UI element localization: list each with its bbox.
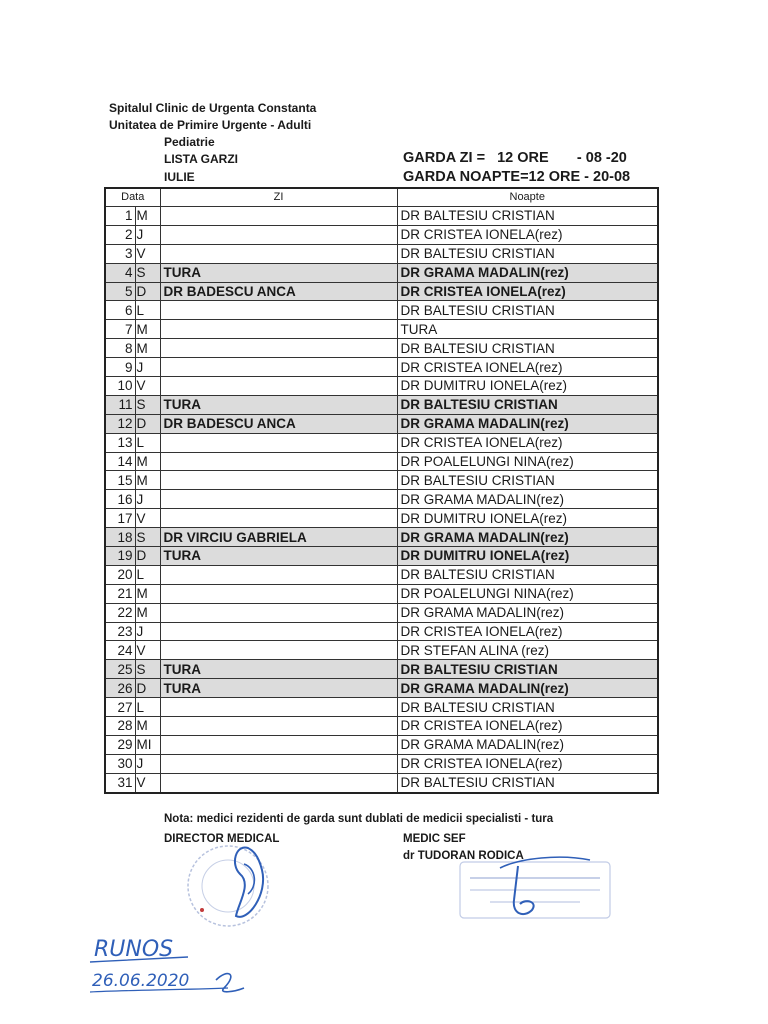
table-row: [105, 282, 658, 301]
night-shift-cell: DR POALELUNGI NINA(rez): [397, 452, 658, 471]
night-shift-cell: DR STEFAN ALINA (rez): [397, 641, 658, 660]
night-shift-cell: DR BALTESIU CRISTIAN: [397, 301, 658, 320]
day-shift-cell: [160, 225, 397, 244]
night-shift-cell: DR BALTESIU CRISTIAN: [397, 698, 658, 717]
night-shift-cell: DR BALTESIU CRISTIAN: [397, 565, 658, 584]
table-row: [105, 358, 658, 377]
day-shift-cell: [160, 377, 397, 396]
weekday-cell: J: [135, 358, 160, 377]
day-shift-cell: [160, 754, 397, 773]
night-shift-cell: DR GRAMA MADALIN(rez): [397, 735, 658, 754]
roster-table: [104, 187, 659, 794]
weekday-cell: V: [135, 377, 160, 396]
table-row: [105, 773, 658, 792]
day-shift-cell: [160, 735, 397, 754]
night-shift-cell: DR CRISTEA IONELA(rez): [397, 622, 658, 641]
day-shift-cell: TURA: [160, 395, 397, 414]
handwritten-word: RUNOS: [94, 937, 174, 962]
column-header-day: ZI: [160, 188, 397, 207]
day-number-cell: 13: [105, 433, 135, 452]
night-shift-cell: DR BALTESIU CRISTIAN: [397, 773, 658, 792]
weekday-cell: D: [135, 282, 160, 301]
table-row: [105, 641, 658, 660]
chief-label: MEDIC SEF: [403, 833, 466, 845]
table-row: [105, 433, 658, 452]
director-label: DIRECTOR MEDICAL: [164, 833, 280, 845]
day-number-cell: 25: [105, 660, 135, 679]
day-shift-cell: [160, 339, 397, 358]
day-number-cell: 15: [105, 471, 135, 490]
weekday-cell: S: [135, 528, 160, 547]
weekday-cell: M: [135, 207, 160, 226]
handwritten-note-icon: [88, 930, 258, 1005]
weekday-cell: M: [135, 471, 160, 490]
table-row: [105, 452, 658, 471]
day-shift-cell: DR VIRCIU GABRIELA: [160, 528, 397, 547]
night-shift-cell: DR BALTESIU CRISTIAN: [397, 244, 658, 263]
table-row: [105, 471, 658, 490]
night-shift-cell: DR DUMITRU IONELA(rez): [397, 377, 658, 396]
table-row: [105, 584, 658, 603]
day-shift-cell: [160, 717, 397, 736]
table-row: [105, 414, 658, 433]
night-shift-cell: DR CRISTEA IONELA(rez): [397, 358, 658, 377]
weekday-cell: V: [135, 641, 160, 660]
day-shift-info: GARDA ZI = 12 ORE - 08 -20: [403, 150, 627, 166]
day-shift-cell: [160, 622, 397, 641]
weekday-cell: M: [135, 584, 160, 603]
night-shift-cell: DR BALTESIU CRISTIAN: [397, 471, 658, 490]
table-row: [105, 244, 658, 263]
day-number-cell: 20: [105, 565, 135, 584]
day-number-cell: 19: [105, 547, 135, 566]
day-shift-cell: [160, 565, 397, 584]
day-number-cell: 31: [105, 773, 135, 792]
night-shift-cell: DR GRAMA MADALIN(rez): [397, 679, 658, 698]
month-label: IULIE: [164, 170, 195, 184]
day-shift-cell: [160, 358, 397, 377]
day-number-cell: 16: [105, 490, 135, 509]
day-number-cell: 2: [105, 225, 135, 244]
weekday-cell: J: [135, 225, 160, 244]
night-shift-cell: DR CRISTEA IONELA(rez): [397, 433, 658, 452]
weekday-cell: S: [135, 263, 160, 282]
table-row: [105, 490, 658, 509]
day-number-cell: 22: [105, 603, 135, 622]
weekday-cell: M: [135, 452, 160, 471]
night-shift-cell: DR DUMITRU IONELA(rez): [397, 547, 658, 566]
day-shift-cell: [160, 641, 397, 660]
night-shift-cell: DR GRAMA MADALIN(rez): [397, 528, 658, 547]
table-row: [105, 754, 658, 773]
day-number-cell: 27: [105, 698, 135, 717]
weekday-cell: L: [135, 301, 160, 320]
day-shift-cell: [160, 773, 397, 792]
day-number-cell: 23: [105, 622, 135, 641]
table-row: [105, 395, 658, 414]
weekday-cell: L: [135, 698, 160, 717]
table-row: [105, 565, 658, 584]
day-shift-cell: DR BADESCU ANCA: [160, 282, 397, 301]
table-row: [105, 207, 658, 226]
day-shift-cell: [160, 584, 397, 603]
day-number-cell: 26: [105, 679, 135, 698]
day-number-cell: 28: [105, 717, 135, 736]
night-shift-cell: DR GRAMA MADALIN(rez): [397, 490, 658, 509]
weekday-cell: J: [135, 754, 160, 773]
table-row: [105, 735, 658, 754]
table-row: [105, 717, 658, 736]
day-shift-cell: TURA: [160, 263, 397, 282]
night-shift-cell: DR GRAMA MADALIN(rez): [397, 603, 658, 622]
weekday-cell: S: [135, 395, 160, 414]
table-row: [105, 301, 658, 320]
weekday-cell: D: [135, 679, 160, 698]
day-number-cell: 9: [105, 358, 135, 377]
weekday-cell: L: [135, 433, 160, 452]
day-number-cell: 12: [105, 414, 135, 433]
night-shift-cell: DR GRAMA MADALIN(rez): [397, 263, 658, 282]
day-number-cell: 8: [105, 339, 135, 358]
day-number-cell: 1: [105, 207, 135, 226]
weekday-cell: J: [135, 622, 160, 641]
day-number-cell: 18: [105, 528, 135, 547]
table-row: [105, 509, 658, 528]
department-name: Pediatrie: [164, 135, 215, 149]
director-stamp-icon: [178, 834, 288, 934]
unit-name: Unitatea de Primire Urgente - Adulti: [109, 118, 312, 132]
day-shift-cell: [160, 698, 397, 717]
weekday-cell: MI: [135, 735, 160, 754]
day-shift-cell: [160, 244, 397, 263]
day-shift-cell: [160, 603, 397, 622]
day-shift-cell: [160, 433, 397, 452]
day-number-cell: 6: [105, 301, 135, 320]
chief-stamp-icon: [440, 848, 620, 928]
day-number-cell: 3: [105, 244, 135, 263]
night-shift-info: GARDA NOAPTE=12 ORE - 20-08: [403, 169, 631, 185]
day-shift-cell: TURA: [160, 660, 397, 679]
night-shift-cell: DR BALTESIU CRISTIAN: [397, 207, 658, 226]
day-number-cell: 11: [105, 395, 135, 414]
day-shift-cell: [160, 509, 397, 528]
table-header-row: [105, 188, 658, 207]
night-shift-cell: DR BALTESIU CRISTIAN: [397, 395, 658, 414]
table-row: [105, 225, 658, 244]
table-row: [105, 263, 658, 282]
day-shift-cell: [160, 452, 397, 471]
table-row: [105, 660, 658, 679]
table-row: [105, 377, 658, 396]
weekday-cell: D: [135, 547, 160, 566]
day-shift-cell: TURA: [160, 547, 397, 566]
table-row: [105, 339, 658, 358]
table-row: [105, 547, 658, 566]
handwritten-date: 26.06.2020: [92, 971, 190, 991]
column-header-date: Data: [105, 188, 160, 207]
day-number-cell: 7: [105, 320, 135, 339]
weekday-cell: V: [135, 773, 160, 792]
table-row: [105, 320, 658, 339]
day-number-cell: 14: [105, 452, 135, 471]
day-shift-cell: TURA: [160, 679, 397, 698]
weekday-cell: D: [135, 414, 160, 433]
weekday-cell: V: [135, 244, 160, 263]
night-shift-cell: DR CRISTEA IONELA(rez): [397, 282, 658, 301]
day-number-cell: 10: [105, 377, 135, 396]
day-number-cell: 17: [105, 509, 135, 528]
table-row: [105, 528, 658, 547]
roster-body: [105, 207, 658, 793]
weekday-cell: M: [135, 320, 160, 339]
weekday-cell: J: [135, 490, 160, 509]
day-number-cell: 4: [105, 263, 135, 282]
table-row: [105, 622, 658, 641]
night-shift-cell: DR CRISTEA IONELA(rez): [397, 225, 658, 244]
footnote: Nota: medici rezidenti de garda sunt dublati de medicii specialisti - tura: [164, 813, 554, 825]
weekday-cell: M: [135, 603, 160, 622]
chief-name: dr TUDORAN RODICA: [403, 850, 524, 862]
night-shift-cell: DR GRAMA MADALIN(rez): [397, 414, 658, 433]
day-shift-cell: [160, 471, 397, 490]
day-shift-cell: [160, 490, 397, 509]
night-shift-cell: DR CRISTEA IONELA(rez): [397, 717, 658, 736]
hospital-name: Spitalul Clinic de Urgenta Constanta: [109, 101, 317, 115]
list-title: LISTA GARZI: [164, 152, 238, 166]
weekday-cell: S: [135, 660, 160, 679]
column-header-night: Noapte: [397, 188, 658, 207]
weekday-cell: L: [135, 565, 160, 584]
day-shift-cell: [160, 301, 397, 320]
night-shift-cell: DR POALELUNGI NINA(rez): [397, 584, 658, 603]
night-shift-cell: DR DUMITRU IONELA(rez): [397, 509, 658, 528]
night-shift-cell: DR BALTESIU CRISTIAN: [397, 660, 658, 679]
day-shift-cell: [160, 320, 397, 339]
night-shift-cell: DR BALTESIU CRISTIAN: [397, 339, 658, 358]
table-row: [105, 679, 658, 698]
weekday-cell: V: [135, 509, 160, 528]
day-number-cell: 30: [105, 754, 135, 773]
day-number-cell: 24: [105, 641, 135, 660]
day-shift-cell: [160, 207, 397, 226]
table-row: [105, 698, 658, 717]
night-shift-cell: DR CRISTEA IONELA(rez): [397, 754, 658, 773]
day-number-cell: 21: [105, 584, 135, 603]
night-shift-cell: TURA: [397, 320, 658, 339]
weekday-cell: M: [135, 717, 160, 736]
weekday-cell: M: [135, 339, 160, 358]
table-row: [105, 603, 658, 622]
day-number-cell: 29: [105, 735, 135, 754]
day-shift-cell: DR BADESCU ANCA: [160, 414, 397, 433]
day-number-cell: 5: [105, 282, 135, 301]
